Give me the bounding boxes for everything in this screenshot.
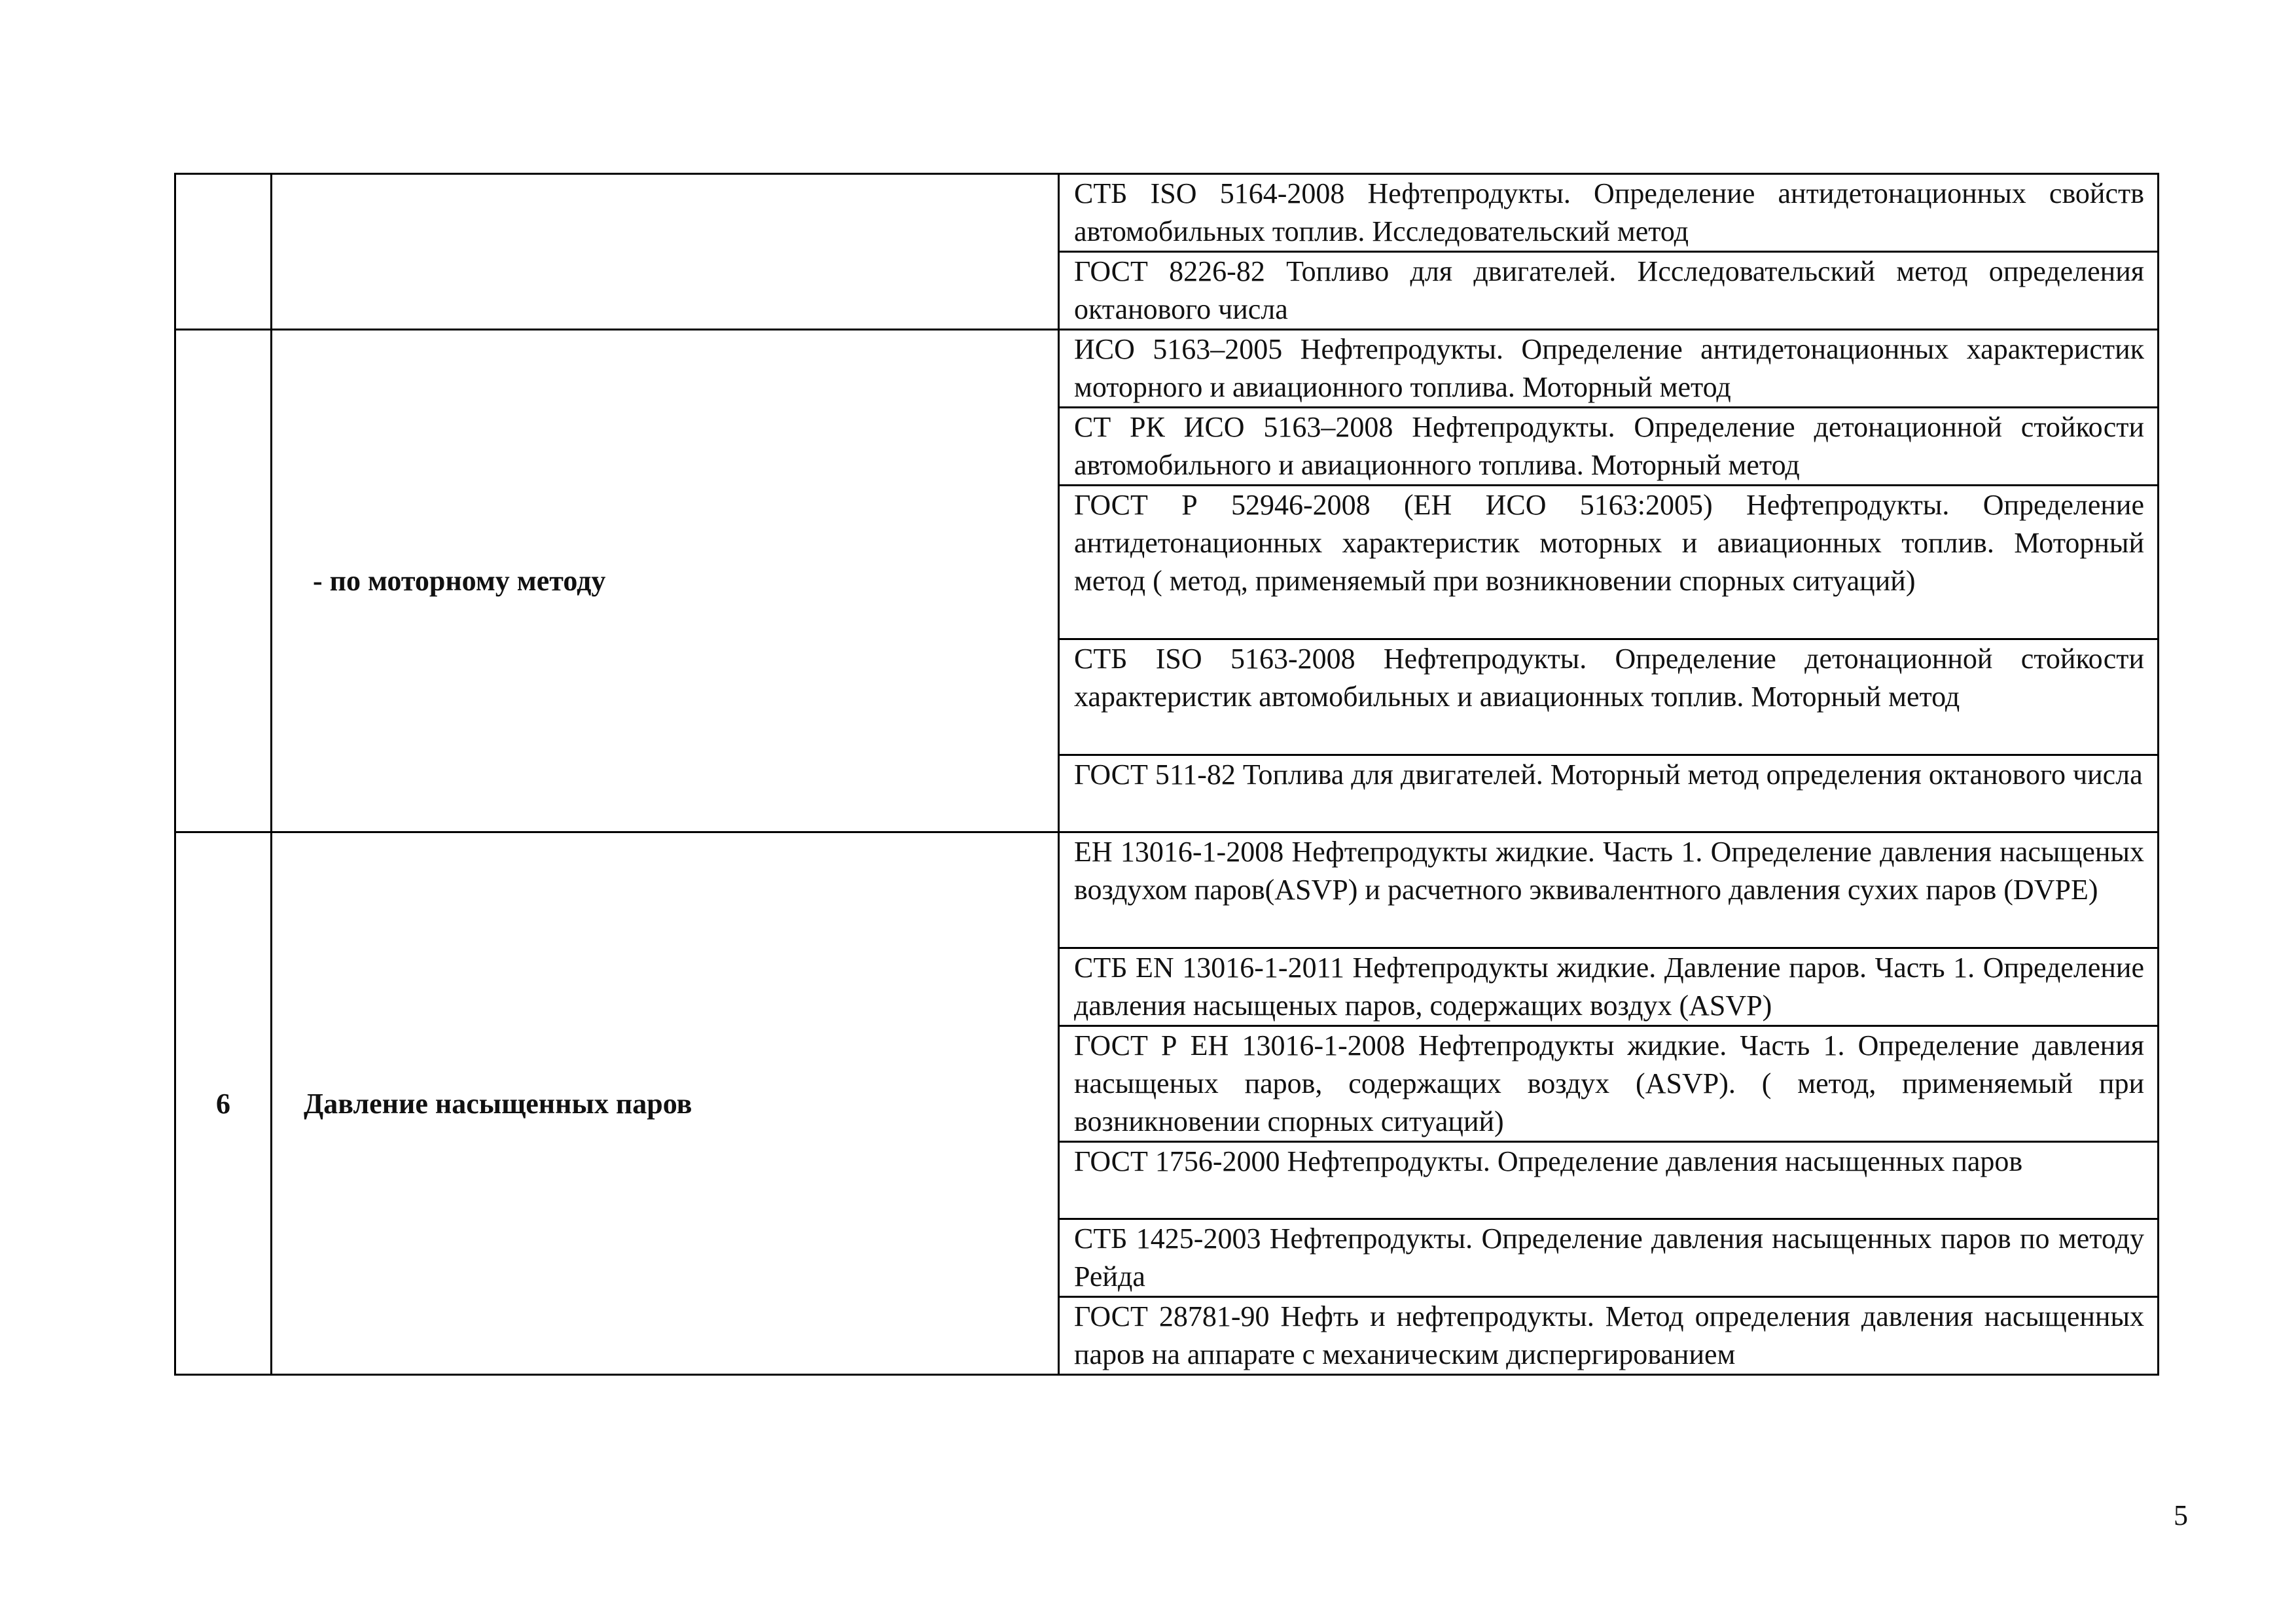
standard-cell: ГОСТ 28781-90 Нефть и нефтепродукты. Метод определения давления насыщенных паров на аппарате с механическим диспергированием	[1059, 1297, 2159, 1375]
standard-cell: ГОСТ 8226-82 Топливо для двигателей. Исследовательский метод определения октанового числа	[1059, 252, 2159, 330]
standard-cell: ГОСТ 511-82 Топлива для двигателей. Моторный метод определения октанового числа	[1059, 755, 2159, 832]
row-number-cell: 6	[175, 832, 272, 1375]
standard-cell: ГОСТ 1756-2000 Нефтепродукты. Определение давления насыщенных паров	[1059, 1142, 2159, 1219]
table-row	[175, 174, 2159, 252]
standard-cell: СТБ EN 13016-1-2011 Нефтепродукты жидкие. Давление паров. Часть 1. Определение давления насыщеных паров, содержащих воздух (ASVP)	[1059, 948, 2159, 1026]
indicator-name-cell: Давление насыщенных паров	[272, 832, 1059, 1375]
standard-cell: СТБ ISO 5164-2008 Нефтепродукты. Определение антидетонационных свойств автомобильных топлив. Исследовательский метод	[1059, 174, 2159, 252]
indicator-name-cell: - по моторному методу	[272, 330, 1059, 832]
standard-cell: ЕН 13016-1-2008 Нефтепродукты жидкие. Часть 1. Определение давления насыщеных воздухом паров(ASVP) и расчетного эквивалентного давления сухих паров (DVPE)	[1059, 832, 2159, 948]
standard-cell: СТ РК ИСО 5163–2008 Нефтепродукты. Определение детонационной стойкости автомобильного и авиационного топлива. Моторный метод	[1059, 408, 2159, 486]
row-number-cell	[175, 330, 272, 832]
table-row	[175, 330, 2159, 408]
table-row	[175, 832, 2159, 948]
row-number-cell	[175, 174, 272, 330]
standard-cell: СТБ 1425-2003 Нефтепродукты. Определение давления насыщенных паров по методу Рейда	[1059, 1219, 2159, 1297]
standard-cell: ГОСТ Р ЕН 13016-1-2008 Нефтепродукты жидкие. Часть 1. Определение давления насыщеных паров, содержащих воздух (ASVP). ( метод, применяемый при возникновении спорных ситуаций)	[1059, 1026, 2159, 1142]
standard-cell: СТБ ISO 5163-2008 Нефтепродукты. Определение детонационной стойкости характеристик автомобильных и авиационных топлив. Моторный метод	[1059, 639, 2159, 755]
standard-cell: ГОСТ Р 52946-2008 (ЕН ИСО 5163:2005) Нефтепродукты. Определение антидетонационных характеристик моторных и авиационных топлив. Моторный метод ( метод, применяемый при возникновении спорных ситуаций)	[1059, 486, 2159, 639]
standard-cell: ИСО 5163–2005 Нефтепродукты. Определение антидетонационных характеристик моторного и авиационного топлива. Моторный метод	[1059, 330, 2159, 408]
indicator-name-cell	[272, 174, 1059, 330]
standards-table	[174, 173, 2159, 1376]
page-number: 5	[2174, 1499, 2188, 1531]
